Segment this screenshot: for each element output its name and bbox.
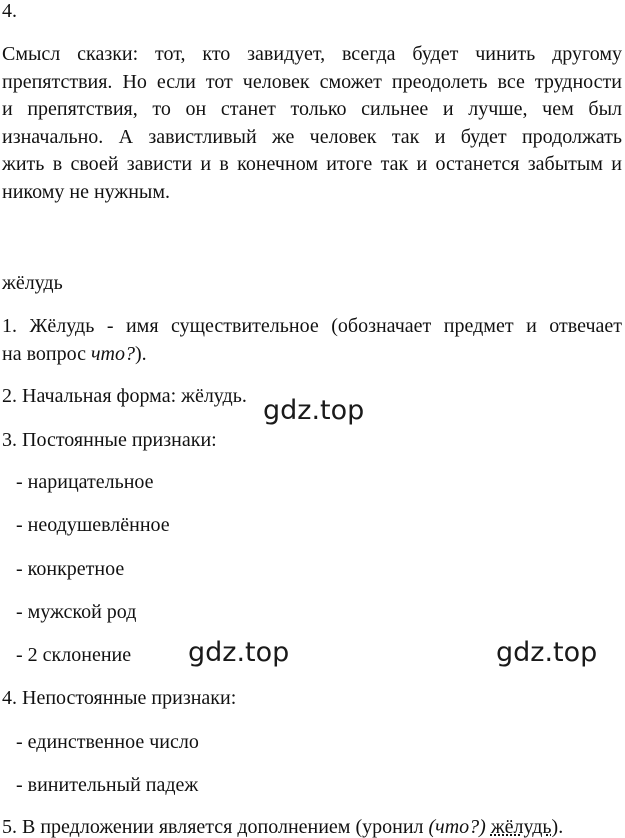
item-1-line-2 — [2, 343, 147, 365]
variable-feature: - единственное число — [16, 731, 199, 753]
item-1-text: на вопрос — [2, 343, 91, 365]
paragraph-line: никому не нужным. — [2, 180, 171, 203]
item-5-text: 5. В предложении является дополнением (уронил — [2, 816, 429, 838]
story-meaning-paragraph — [2, 41, 622, 207]
paragraph-line: и препятствия, то он станет только сильнее и лучше, чем был — [2, 98, 622, 121]
item-5-end: ). — [551, 816, 564, 838]
constant-feature: - нарицательное — [16, 471, 154, 493]
watermark: gdz.top — [188, 637, 290, 668]
item-5-word: жёлудь — [490, 816, 552, 838]
constant-feature: - конкретное — [16, 558, 125, 580]
paragraph-line: жить в своей зависти и в конечном итоге так и останется забытым и — [2, 153, 622, 176]
item-4: 4. Непостоянные признаки: — [2, 687, 237, 709]
item-1-question: что? — [90, 343, 135, 365]
item-1-end: ). — [134, 343, 147, 365]
item-5 — [2, 816, 563, 838]
paragraph-line: изначально. А завистливый же человек так и будет продолжать — [2, 125, 622, 148]
watermark: gdz.top — [496, 637, 598, 668]
paragraph-line: препятствия. Но если тот человек сможет преодолеть все трудности — [2, 70, 622, 93]
analyzed-word: жёлудь — [2, 272, 63, 294]
paragraph-line: Смысл сказки: тот, кто завидует, всегда будет чинить другому — [2, 43, 622, 65]
item-1-line-1: 1. Жёлудь - имя существительное (обозначает предмет и отвечает — [2, 315, 622, 337]
section-number: 4. — [2, 0, 17, 22]
item-2: 2. Начальная форма: жёлудь. — [2, 385, 247, 407]
item-5-question: (что?) — [428, 816, 486, 838]
constant-feature: - мужской род — [16, 601, 137, 623]
item-3: 3. Постоянные признаки: — [2, 429, 217, 451]
watermark: gdz.top — [263, 395, 365, 426]
constant-feature: - 2 склонение — [16, 644, 132, 666]
variable-feature: - винительный падеж — [16, 774, 199, 796]
constant-feature: - неодушевлённое — [16, 514, 170, 536]
